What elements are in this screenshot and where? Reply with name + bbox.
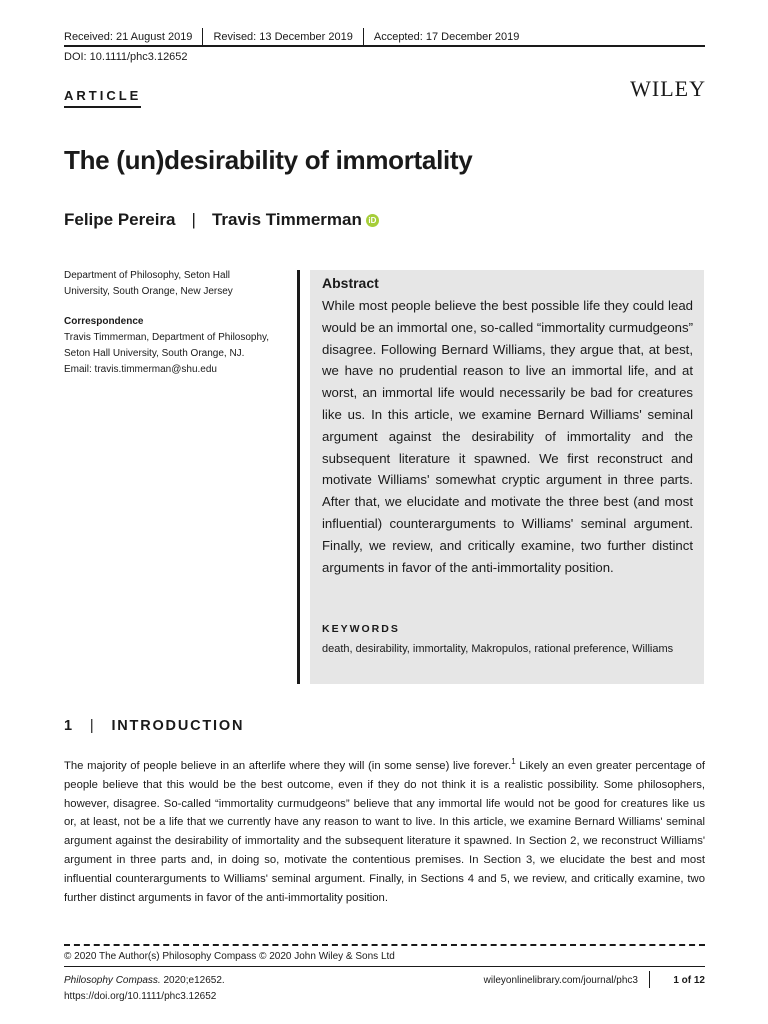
author-name[interactable]: Travis Timmerman: [211, 210, 362, 229]
received-date: Received: 21 August 2019: [64, 31, 193, 43]
keywords-list: death, desirability, immortality, Makropulos, rational preference, Williams: [322, 643, 674, 655]
section-title: INTRODUCTION: [111, 718, 245, 734]
date-divider: [363, 28, 364, 46]
abstract-rule: [297, 270, 300, 684]
citation-block: [64, 973, 225, 1005]
introduction-paragraph: [64, 757, 705, 907]
publisher-logo: WILEY: [630, 76, 706, 101]
section-separator: |: [89, 718, 96, 734]
page-number: 1 of 12: [673, 975, 705, 986]
correspondence-heading: Correspondence: [64, 316, 144, 327]
revised-date: Revised: 13 December 2019: [213, 31, 353, 43]
article-type-label: ARTICLE: [64, 88, 142, 103]
abstract-text: While most people believe the best possible life they could lead would be an immortal one, so-called “immortality curmudgeons” disagree. Following Bernard Williams, they argue that, at best, we have no prudential reason to live an immortal life, and at worst, an immortal life would necessarily be bad for creatures like us. In this article, we examine Bernard Williams' seminal argument against the desirability of immortality and the subsequent literature it spawned. We first reconstruct and motivate Williams' somewhat cryptic argument in three parts. After that, we elucidate and motivate the three best (and most influential) counterarguments to Williams' seminal argument. Finally, we review, and critically examine, two further distinct arguments in favor of the anti-immortality position.: [322, 298, 693, 575]
abstract-heading: Abstract: [322, 275, 379, 291]
date-divider: [202, 28, 203, 46]
doi[interactable]: DOI: 10.1111/phc3.12652: [64, 51, 188, 63]
affiliation: Department of Philosophy, Seton Hall University, South Orange, New Jersey: [64, 270, 233, 297]
header-rule: [64, 45, 705, 47]
affiliation-block: [64, 268, 274, 378]
intro-text-start: The majority of people believe in an afterlife where they will (in some sense) live forever.: [64, 760, 512, 772]
doi-link[interactable]: https://doi.org/10.1111/phc3.12652: [64, 991, 217, 1002]
section-number: 1: [64, 718, 74, 734]
footer-rule: [64, 966, 705, 967]
intro-text-rest: Likely an even greater percentage of people believe that this would be the best outcome, even if they do not think it is a realistic possibility. Some philosophers, however, disagree. So-called “immortality curmudgeons” believe that any immortal life would not be good for creatures like us or, at least, not be a life that we currently have any reason to want to live. In this article, we examine Bernard Williams' seminal argument against the desirability of immortality and the subsequent literature it spawned. In Section 2, we reconstruct Williams' argument in three parts and, in doing so, motivate the contentious premises. In Section 3, we elucidate the best and most influential counterarguments to Williams' seminal argument. Finally, in Sections 4 and 5, we review, and critically examine, two further distinct arguments in favor of the anti-immortality position.: [64, 760, 705, 904]
author-separator: |: [191, 210, 196, 229]
footer-divider: [649, 971, 650, 988]
publication-dates: [64, 28, 705, 46]
author-list: [64, 210, 379, 230]
citation-info: 2020;e12652.: [160, 975, 225, 986]
journal-name: Philosophy Compass.: [64, 975, 161, 986]
section-heading: [64, 718, 244, 734]
correspondence-address: Travis Timmerman, Department of Philosophy, Seton Hall University, South Orange, NJ.: [64, 332, 270, 359]
copyright-line: © 2020 The Author(s) Philosophy Compass © 2020 John Wiley & Sons Ltd: [64, 951, 395, 962]
footnote-marker[interactable]: 1: [511, 757, 516, 767]
accepted-date: Accepted: 17 December 2019: [373, 31, 520, 43]
orcid-icon[interactable]: iD: [366, 214, 379, 227]
correspondence-email[interactable]: Email: travis.timmerman@shu.edu: [64, 364, 217, 375]
article-title: The (un)desirability of immortality: [64, 145, 473, 175]
keywords-heading: KEYWORDS: [322, 623, 400, 635]
journal-url[interactable]: wileyonlinelibrary.com/journal/phc3: [483, 975, 638, 986]
footer-dashed-rule: [64, 944, 705, 946]
author-name[interactable]: Felipe Pereira: [64, 210, 176, 229]
article-type-underline: [64, 106, 141, 108]
